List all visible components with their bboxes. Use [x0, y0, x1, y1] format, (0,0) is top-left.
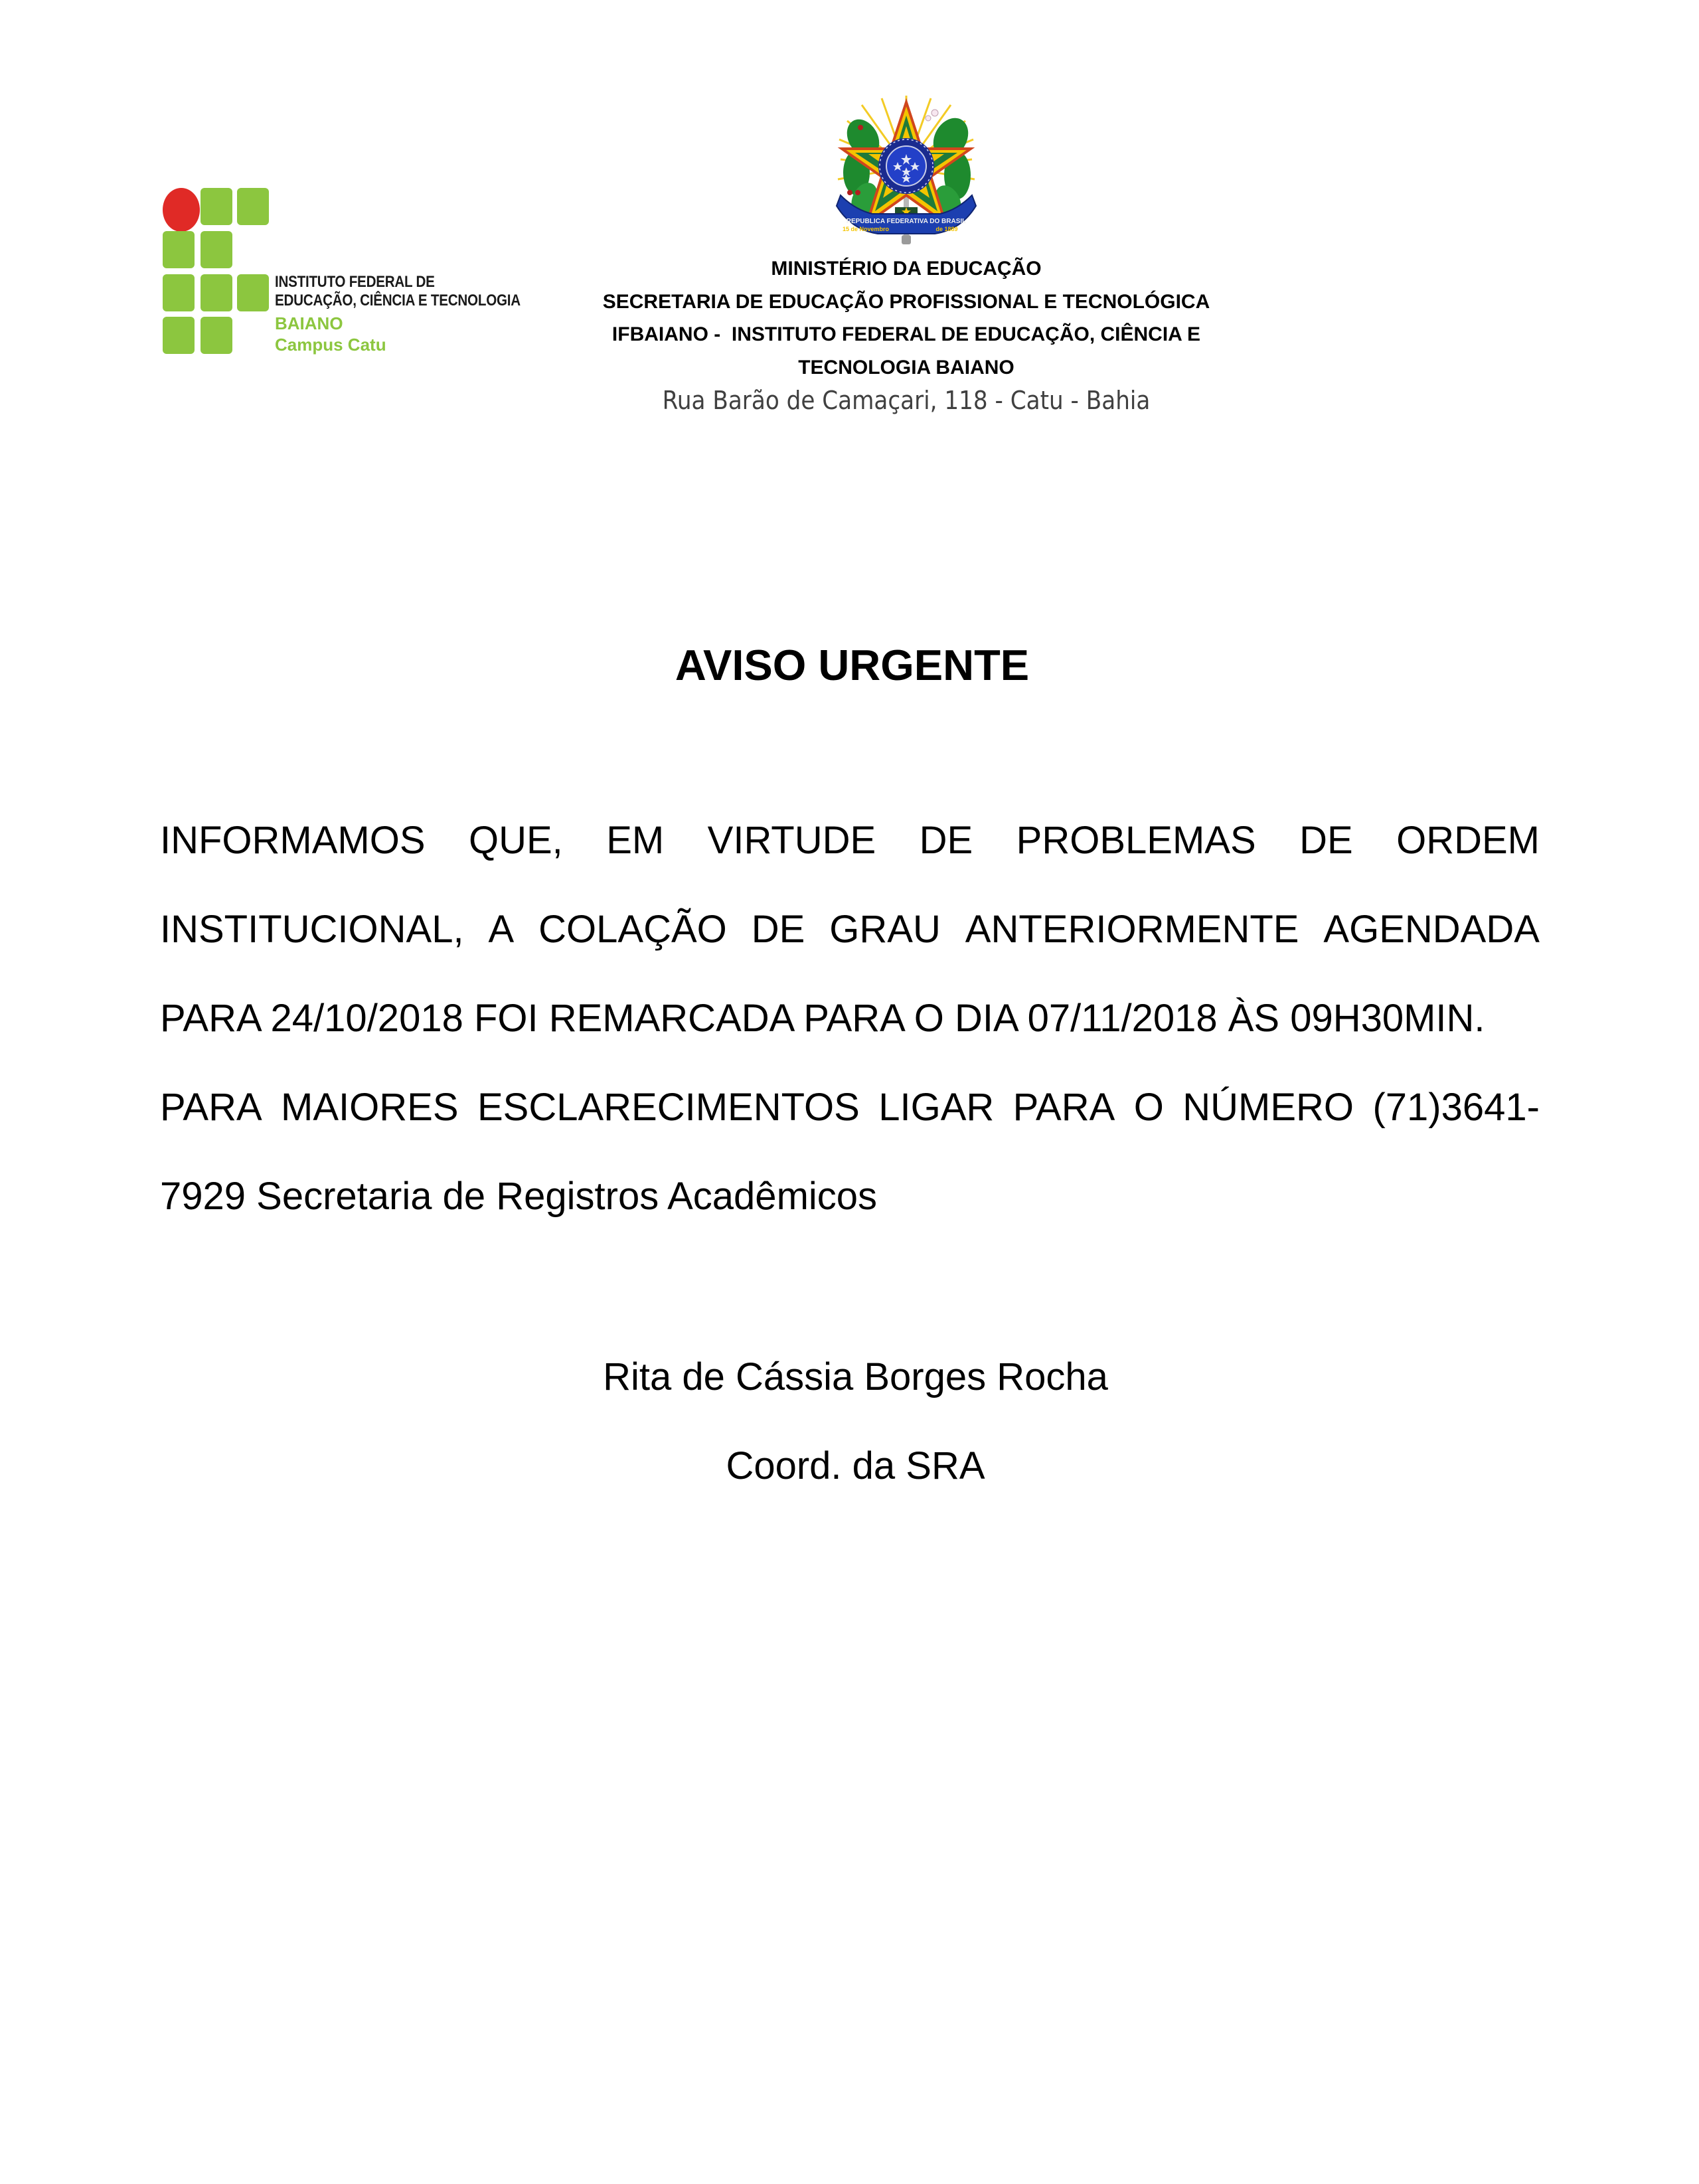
brazil-coat-of-arms-icon	[835, 93, 977, 247]
notice-body	[160, 814, 1540, 1259]
body-word: (71)3641-	[1372, 1086, 1540, 1129]
signature-name: Rita de Cássia Borges Rocha	[603, 1355, 1108, 1398]
logo-green-square	[163, 231, 195, 268]
body-line-3: PARA 24/10/2018 FOI REMARCADA PARA O DIA 07/11/2018 ÀS 09H30MIN.	[160, 997, 1485, 1040]
notice-title: AVISO URGENTE	[675, 641, 1030, 689]
body-line-1	[160, 814, 1540, 903]
header-ministry: MINISTÉRIO DA EDUCAÇÃO	[771, 258, 1042, 280]
logo-green-square	[237, 274, 269, 311]
body-word: ORDEM	[1396, 819, 1540, 862]
letterhead-header	[544, 252, 1268, 415]
body-word: DE	[751, 908, 805, 951]
arms-ribbon-right: de 1889	[935, 226, 958, 232]
logo-green-square	[201, 188, 232, 225]
header-institute-line1: IFBAIANO - INSTITUTO FEDERAL DE EDUCAÇÃO, CIÊNCIA E	[611, 323, 1201, 345]
body-word: MAIORES	[281, 1086, 459, 1129]
body-line-5: 7929 Secretaria de Registros Acadêmicos	[160, 1175, 878, 1218]
body-word: PARA	[160, 1086, 262, 1129]
logo-campus: Campus Catu	[275, 335, 386, 355]
body-word: A	[488, 908, 515, 951]
body-word: ESCLARECIMENTOS	[477, 1086, 860, 1129]
body-word: DE	[919, 819, 973, 862]
arms-ribbon-left: 15 de Novembro	[842, 226, 890, 232]
body-line-2	[160, 903, 1540, 992]
body-word: ANTERIORMENTE	[965, 908, 1299, 951]
logo-red-circle	[163, 188, 200, 232]
logo-wordmark	[275, 273, 560, 355]
body-word: INSTITUCIONAL,	[160, 908, 464, 951]
body-word: NÚMERO	[1182, 1086, 1354, 1129]
body-word: AGENDADA	[1323, 908, 1540, 951]
body-word: LIGAR	[878, 1086, 995, 1129]
logo-name-line1: INSTITUTO FEDERAL DE	[275, 273, 435, 291]
logo-green-square	[237, 188, 269, 225]
body-word: QUE,	[468, 819, 563, 862]
header-address: Rua Barão de Camaçari, 118 - Catu - Bahia	[662, 386, 1151, 415]
logo-green-square	[163, 317, 195, 354]
body-line-4	[160, 1081, 1540, 1170]
body-word: GRAU	[829, 908, 941, 951]
header-institute-line2: TECNOLOGIA BAIANO	[798, 356, 1014, 378]
body-word: O	[1133, 1086, 1164, 1129]
body-word: PARA	[1012, 1086, 1115, 1129]
signature-role: Coord. da SRA	[726, 1444, 985, 1487]
body-word: PROBLEMAS	[1016, 819, 1256, 862]
ifbaiano-logo	[157, 183, 535, 362]
logo-green-square	[163, 274, 195, 311]
arms-ribbon-top: REPUBLICA FEDERATIVA DO BRASIL	[846, 218, 967, 225]
header-secretariat: SECRETARIA DE EDUCAÇÃO PROFISSIONAL E TECNOLÓGICA	[602, 290, 1210, 313]
logo-green-square	[201, 231, 232, 268]
body-word: DE	[1299, 819, 1353, 862]
logo-name-line2: EDUCAÇÃO, CIÊNCIA E TECNOLOGIA	[275, 292, 521, 309]
body-word: VIRTUDE	[707, 819, 876, 862]
logo-green-square	[201, 274, 232, 311]
body-word: COLAÇÃO	[538, 908, 727, 951]
logo-green-square	[201, 317, 232, 354]
body-word: INFORMAMOS	[160, 819, 426, 862]
body-word: EM	[606, 819, 665, 862]
logo-unit: BAIANO	[275, 313, 343, 333]
